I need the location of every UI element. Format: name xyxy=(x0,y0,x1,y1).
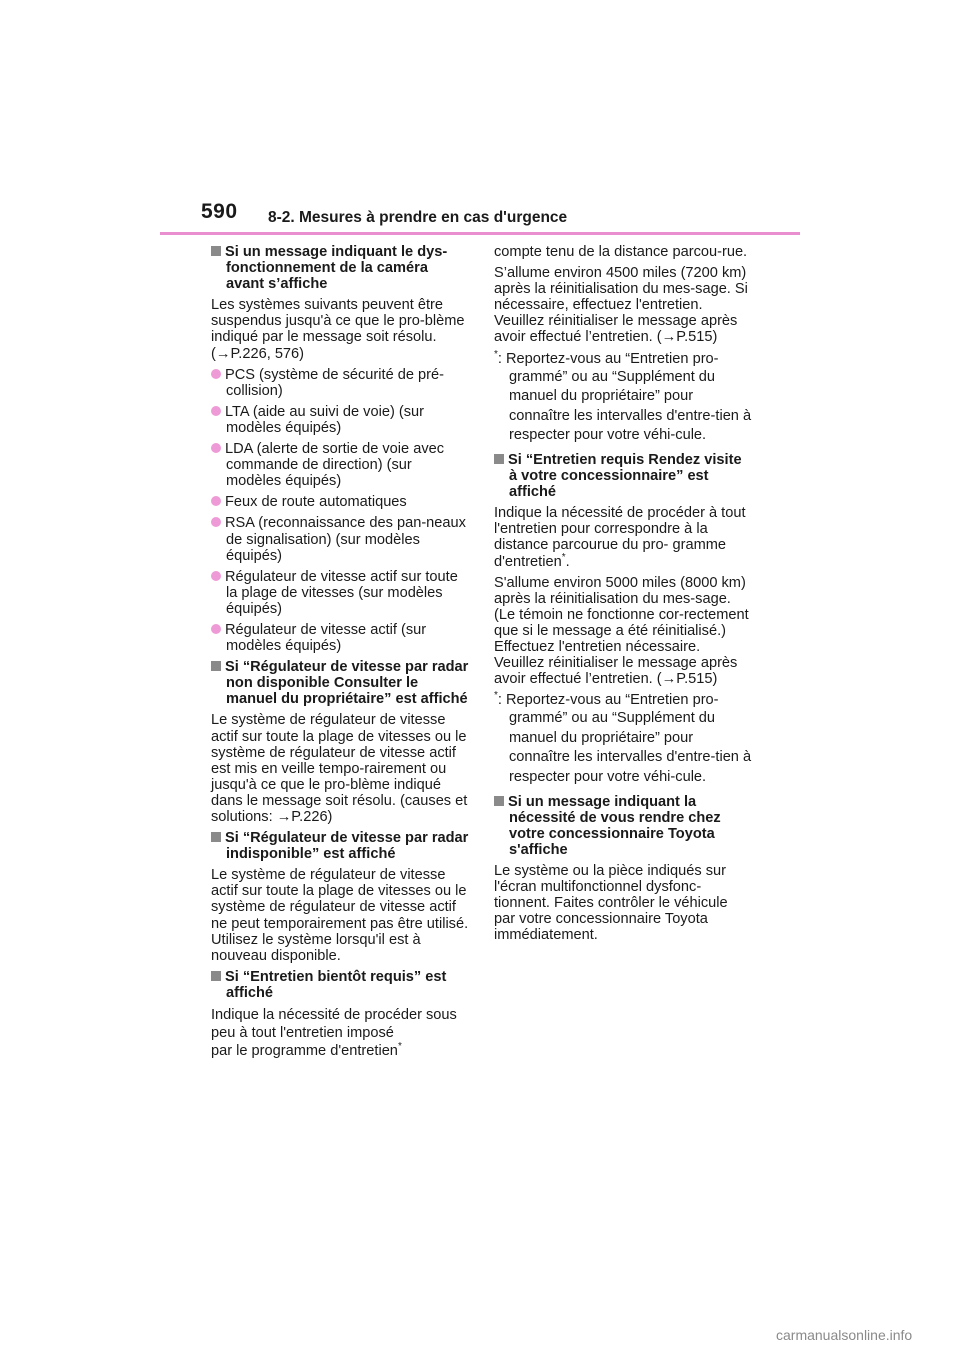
paragraph: Indique la nécessité de procéder à tout l'entretien pour correspondre à la distance parcourue du pro- gramme d'entretien*. xyxy=(494,505,746,570)
section-heading: Si “Entretien requis Rendez visite à votre concessionnaire” est affiché xyxy=(494,452,752,500)
section-heading: Si un message indiquant le dys-fonctionnement de la caméra avant s’affiche xyxy=(211,244,469,292)
circle-bullet-icon xyxy=(211,406,221,416)
list-item: LTA (aide au suivi de voie) (sur modèles équipés) xyxy=(211,404,469,436)
circle-bullet-icon xyxy=(211,571,221,581)
square-bullet-icon xyxy=(211,661,221,671)
circle-bullet-icon xyxy=(211,624,221,634)
paragraph: S’allume environ 4500 miles (7200 km) après la réinitialisation du mes-sage. Si nécessaire, effectuez l'entretien. Veuillez réinitialiser le message après avoir effectué l’entretien. (→P.515) xyxy=(494,265,748,346)
list-item: RSA (reconnaissance des pan-neaux de signalisation) (sur modèles équipés) xyxy=(211,515,469,563)
header-divider xyxy=(160,232,800,235)
paragraph: compte tenu de la distance parcou-rue. xyxy=(494,244,748,260)
footnote-marker: * xyxy=(561,551,566,563)
list-item: Régulateur de vitesse actif (sur modèles équipés) xyxy=(211,622,469,654)
list-item: Feux de route automatiques xyxy=(211,494,469,510)
list-item: PCS (système de sécurité de pré-collision) xyxy=(211,367,469,399)
square-bullet-icon xyxy=(494,454,504,464)
list-item: LDA (alerte de sortie de voie avec commande de direction) (sur modèles équipés) xyxy=(211,441,469,489)
section-title: 8-2. Mesures à prendre en cas d'urgence xyxy=(268,209,568,226)
paragraph: Le système de régulateur de vitesse actif sur toute la plage de vitesses ou le système de régulateur de vitesse actif est mis en veille tempo-rairement ou jusqu'à ce que le pro-blème indiqué dans le message soit résolu. (causes et solutions: →P.226) xyxy=(211,712,468,825)
paragraph: Les systèmes suivants peuvent être suspendus jusqu'à ce que le pro-blème indiqué par le message soit résolu. (→P.226, 576) xyxy=(211,297,465,362)
paragraph: Le système de régulateur de vitesse actif sur toute la plage de vitesses ou le système de régulateur de vitesse actif ne peut temporairement pas être utilisé. Utilisez le système lorsqu'il est à nouveau disponible. xyxy=(211,867,469,964)
circle-bullet-icon xyxy=(211,369,221,379)
footnote-marker: * xyxy=(494,690,498,702)
circle-bullet-icon xyxy=(211,517,221,527)
section-heading: Si un message indiquant la nécessité de vous rendre chez votre concessionnaire Toyota s'affiche xyxy=(494,794,752,858)
square-bullet-icon xyxy=(494,796,504,806)
list-item: Régulateur de vitesse actif sur toute la plage de vitesses (sur modèles équipés) xyxy=(211,569,469,617)
paragraph: Indique la nécessité de procéder sous peu à tout l'entretien imposé par le programme d'entretien* xyxy=(211,1007,457,1060)
circle-bullet-icon xyxy=(211,443,221,453)
square-bullet-icon xyxy=(211,971,221,981)
footnote: *: Reportez-vous au “Entretien pro- grammé” ou au “Supplément du manuel du propriétaire” pour connaître les intervalles d'entre-tien à respecter pour votre véhi-cule. xyxy=(494,690,752,786)
section-heading: Si “Régulateur de vitesse par radar non disponible Consulter le manuel du propriétaire” est affiché xyxy=(211,659,469,707)
footnote-marker: * xyxy=(494,348,498,360)
section-heading: Si “Entretien bientôt requis” est affiché xyxy=(211,969,469,1001)
page-number: 590 xyxy=(201,200,238,223)
circle-bullet-icon xyxy=(211,496,221,506)
square-bullet-icon xyxy=(211,832,221,842)
right-column xyxy=(494,244,752,948)
footnote-marker: * xyxy=(397,1041,402,1053)
paragraph: S'allume environ 5000 miles (8000 km) après la réinitialisation du mes-sage. (Le témoin ne fonctionne cor-rectement que si le message a été réinitialisé.) Effectuez l'entretien nécessaire. Veuillez réinitialiser le message après avoir effectué l’entretien. (→P.515) xyxy=(494,574,749,688)
left-column xyxy=(211,244,469,1065)
footnote: *: Reportez-vous au “Entretien pro- grammé” ou au “Supplément du manuel du propriétaire” pour connaître les intervalles d'entre-tien à respecter pour votre véhi-cule. xyxy=(494,348,752,444)
watermark-link[interactable]: carmanualsonline.info xyxy=(776,1327,913,1343)
square-bullet-icon xyxy=(211,246,221,256)
paragraph: Le système ou la pièce indiqués sur l'écran multifonctionnel dysfonc-tionnent. Faites contrôler le véhicule par votre concessionnaire Toyota immédiatement. xyxy=(494,863,728,944)
section-heading: Si “Régulateur de vitesse par radar indisponible” est affiché xyxy=(211,830,469,862)
